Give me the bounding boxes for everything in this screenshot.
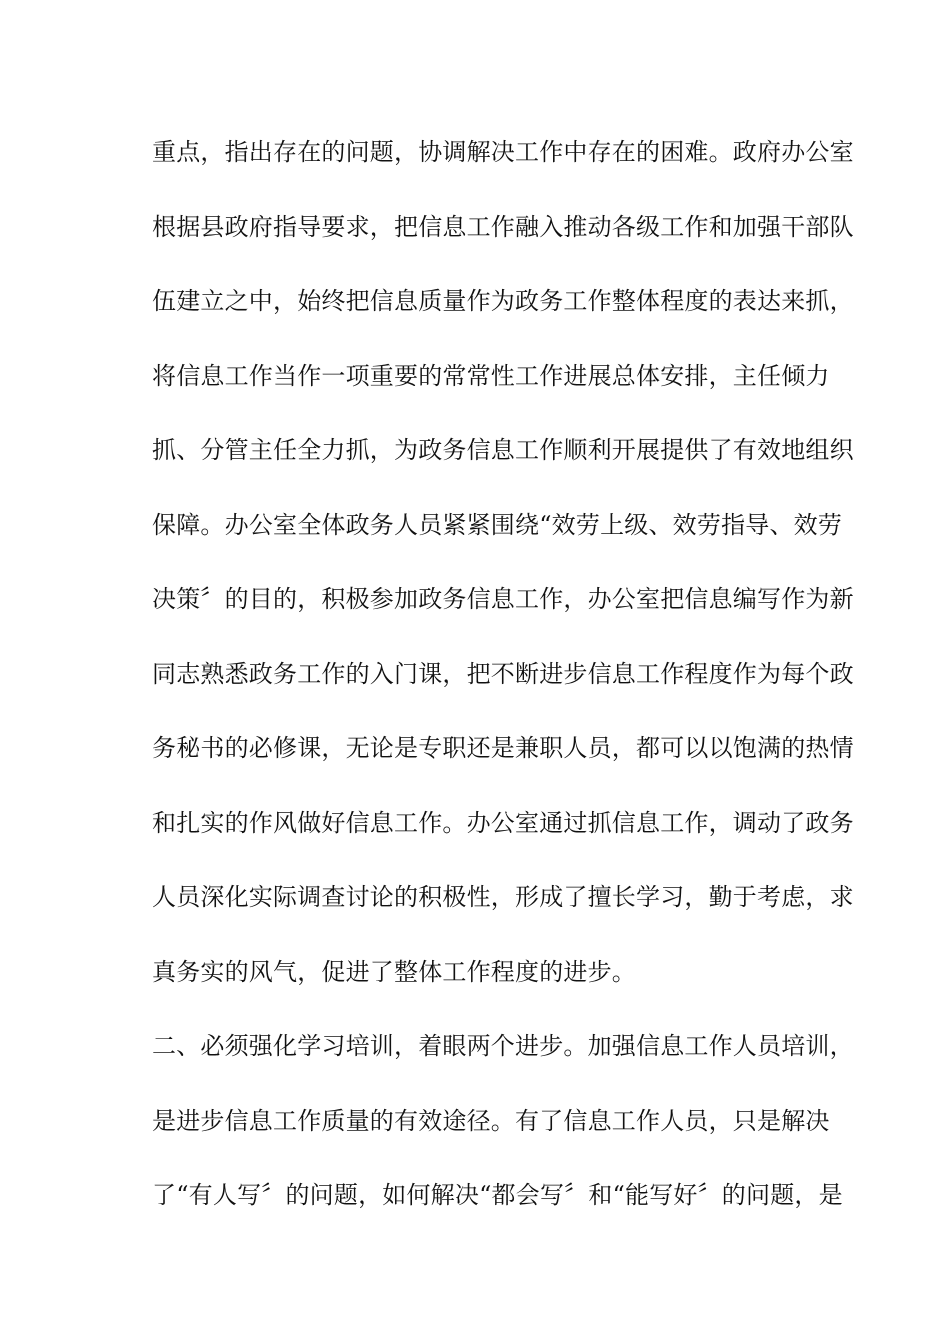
text-line: 决策〞的目的，积极参加政务信息工作，办公室把信息编写作为新 (152, 585, 854, 613)
text-line: 同志熟悉政务工作的入门课，把不断进步信息工作程度作为每个政 (152, 659, 854, 688)
text-line: 了“有人写〞的问题，如何解决“都会写〞和“能写好〞的问题，是 (152, 1181, 843, 1209)
text-line: 将信息工作当作一项重要的常常性工作进展总体安排，主任倾力 (152, 361, 830, 390)
text-line: 和扎实的作风做好信息工作。办公室通过抓信息工作，调动了政务 (152, 808, 854, 837)
text-line: 二、必须强化学习培训，着眼两个进步。加强信息工作人员培训， (152, 1032, 854, 1060)
text-line: 伍建立之中，始终把信息质量作为政务工作整体程度的表达来抓， (152, 287, 854, 315)
text-line: 抓、分管主任全力抓，为政务信息工作顺利开展提供了有效地组织 (152, 436, 854, 464)
text-line: 根据县政府指导要求，把信息工作融入推动各级工作和加强干部队 (152, 212, 854, 241)
text-line: 人员深化实际调查讨论的积极性，形成了擅长学习，勤于考虑，求 (152, 883, 854, 911)
text-line: 重点，指出存在的问题，协调解决工作中存在的困难。政府办公室 (152, 138, 854, 166)
body-text (152, 128, 854, 1246)
text-line: 是进步信息工作质量的有效途径。有了信息工作人员，只是解决 (152, 1106, 830, 1135)
text-line: 务秘书的必修课，无论是专职还是兼职人员，都可以以饱满的热情 (152, 734, 854, 762)
text-line: 保障。办公室全体政务人员紧紧围绕“效劳上级、效劳指导、效劳 (152, 510, 843, 539)
text-line: 真务实的风气，促进了整体工作程度的进步。 (152, 957, 636, 986)
